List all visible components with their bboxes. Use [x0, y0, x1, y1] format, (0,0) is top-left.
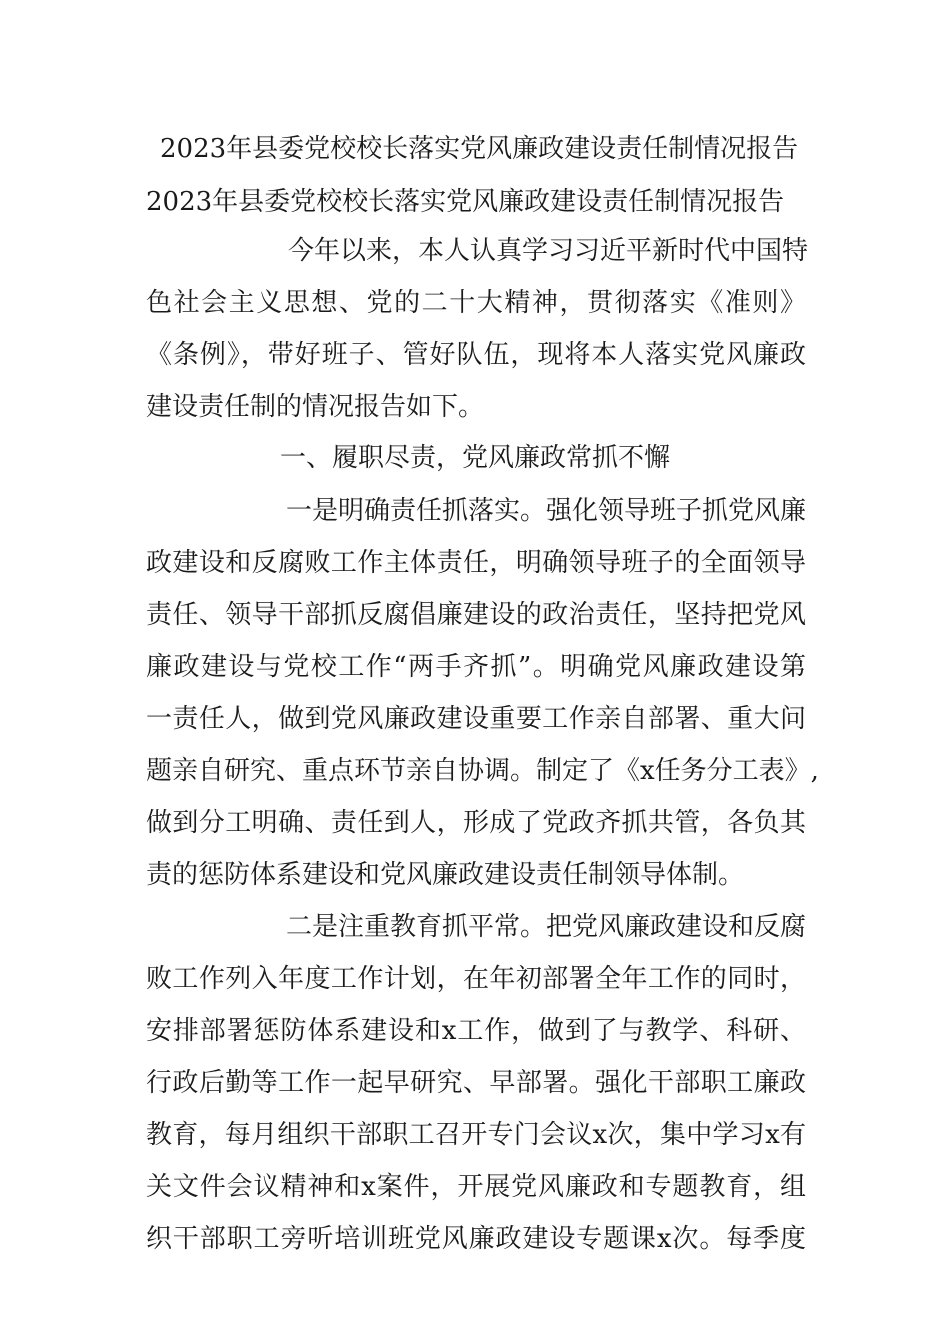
paragraph-line: 一是明确责任抓落实。强化领导班子抓党风廉	[286, 496, 807, 526]
intro-line: 色社会主义思想、党的二十大精神，贯彻落实《准则》	[146, 288, 806, 318]
paragraph-line: 廉政建设与党校工作“两手齐抓”。明确党风廉政建设第	[146, 652, 806, 682]
intro-line: 《条例》，带好班子、管好队伍，现将本人落实党风廉政	[146, 340, 806, 370]
paragraph-line: 败工作列入年度工作计划，在年初部署全年工作的同时，	[146, 964, 806, 994]
section-heading: 一、履职尽责，党风廉政常抓不懈	[280, 443, 671, 473]
paragraph-line: 责任、领导干部抓反腐倡廉建设的政治责任，坚持把党风	[146, 600, 806, 630]
paragraph-line: 关文件会议精神和x案件，开展党风廉政和专题教育，组	[146, 1172, 806, 1202]
document-title-repeat: 2023年县委党校校长落实党风廉政建设责任制情况报告	[146, 187, 785, 217]
intro-line: 建设责任制的情况报告如下。	[146, 392, 485, 422]
paragraph-line: 行政后勤等工作一起早研究、早部署。强化干部职工廉政	[146, 1068, 806, 1098]
paragraph-line: 责的惩防体系建设和党风廉政建设责任制领导体制。	[146, 860, 745, 890]
paragraph-line: 安排部署惩防体系建设和x工作，做到了与教学、科研、	[146, 1016, 806, 1046]
paragraph-line: 一责任人，做到党风廉政建设重要工作亲自部署、重大问	[146, 704, 806, 734]
intro-line: 今年以来，本人认真学习习近平新时代中国特	[288, 236, 809, 266]
paragraph-line: 织干部职工旁听培训班党风廉政建设专题课x次。每季度	[146, 1224, 806, 1254]
paragraph-line: 政建设和反腐败工作主体责任，明确领导班子的全面领导	[146, 548, 806, 578]
paragraph-line: 做到分工明确、责任到人，形成了党政齐抓共管，各负其	[146, 808, 806, 838]
document-title: 2023年县委党校校长落实党风廉政建设责任制情况报告	[160, 134, 799, 164]
paragraph-line: 教育，每月组织干部职工召开专门会议x次，集中学习x有	[146, 1120, 806, 1150]
paragraph-line: 二是注重教育抓平常。把党风廉政建设和反腐	[286, 912, 807, 942]
paragraph-line: 题亲自研究、重点环节亲自协调。制定了《x任务分工表》,	[146, 756, 819, 786]
